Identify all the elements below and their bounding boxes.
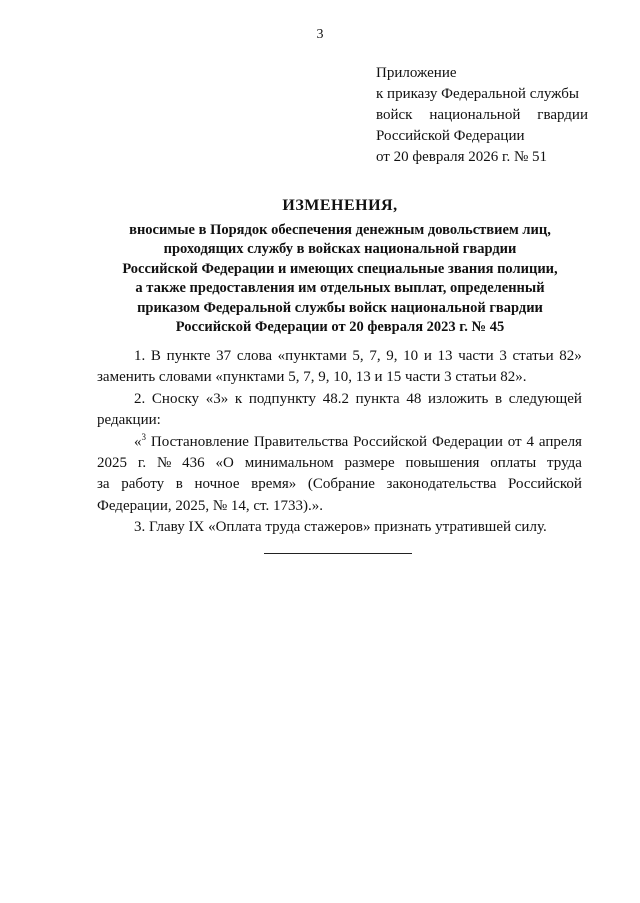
word: «пунктами [277,348,347,364]
word: Российской [508,476,582,493]
word: 48 [406,390,422,407]
document-subtitle-line: Российской Федерации и имеющих специальные звания полиции, [122,260,558,277]
word: работу [121,476,165,493]
word: за [97,476,110,493]
word: от [507,433,522,450]
word: и [423,348,432,364]
word: № [156,455,172,472]
word: 1. [134,348,146,364]
word: 436 [182,455,205,472]
word: 4 [526,433,535,450]
item-3: 3. Главу IX «Оплата труда стажеров» признать утратившей силу. [134,519,547,536]
word: апреля [538,433,582,450]
word: следующей [508,390,582,407]
word: в [494,390,503,407]
word: В [150,348,161,364]
word: размере [344,455,395,472]
word: пункте [166,348,211,364]
word: ночное [194,476,240,493]
appendix-date: от 20 февраля 2026 г. № 51 [376,149,548,165]
word: Постановление [150,433,249,450]
appendix-label: Приложение [376,65,457,81]
word: части [458,348,494,364]
word: «3» [205,390,229,407]
word: статьи [512,348,554,364]
word: Федерации [432,433,503,450]
item-1-line-1 [97,346,582,367]
quote-line-2 [97,453,582,474]
word: пункта [355,390,400,407]
word: 2025 [97,455,127,472]
word: 3 [499,348,507,364]
word: 7, [369,348,381,364]
word: к [234,390,243,407]
word: Правительства [253,433,349,450]
word: повышения [405,455,480,472]
word: 5, [352,348,364,364]
item-2-line-2: редакции: [97,412,161,429]
document-title: ИЗМЕНЕНИЯ, [282,197,398,214]
document-subtitle-line: приказом Федеральной службы войск национальной гвардии [137,299,543,316]
word: 82» [559,348,582,364]
document-subtitle-line: а также предоставления им отдельных выплат, определенный [135,280,545,297]
appendix-header [376,63,588,168]
document-subtitle-line: проходящих службу в войсках национальной гвардии [163,241,517,258]
word: законодательства [386,476,497,493]
word: 2. [134,390,146,407]
word: в [175,476,183,493]
word: гвардии [537,107,588,123]
word: время» [251,476,297,493]
appendix-agency [376,105,588,126]
word: войск [376,107,413,123]
word: 9, [386,348,398,364]
word: изложить [427,390,489,407]
footnote-marker: 3 [141,431,146,442]
word: оплаты [490,455,537,472]
quote-line-4: Федерации, 2025, № 14, ст. 1733).». [97,497,323,514]
word: Российской [353,433,428,450]
word: (Собрание [307,476,375,493]
word: г. [137,455,147,472]
item-2-line-1 [97,389,582,410]
word: национальной [429,107,521,123]
word: 10 [403,348,419,364]
item-1-line-2: заменить словами «пунктами 5, 7, 9, 10, 13 и 15 части 3 статьи 82». [97,369,527,386]
word: 37 [216,348,232,364]
word: труда [547,455,582,472]
word: Сноску [151,390,200,407]
document-subtitle-line: вносимые в Порядок обеспечения денежным довольствием лиц, [129,222,551,238]
quote-line-1 [97,432,582,453]
end-separator-line [264,553,412,554]
word: слова [236,348,272,364]
word: 13 [437,348,453,364]
document-heading [100,195,580,337]
word: 48.2 [322,390,349,407]
word: подпункту [248,390,317,407]
quote-opening [134,432,146,453]
document-body [97,346,582,539]
document-subtitle-line: Российской Федерации от 20 февраля 2023 г. № 45 [175,319,505,336]
word: «О [215,455,234,472]
appendix-country: Российской Федерации [376,128,525,144]
appendix-order-ref: к приказу Федеральной службы [376,86,580,102]
quote-open-mark: « [134,433,142,450]
page-number: 3 [316,27,324,42]
word: минимальном [244,455,334,472]
quote-line-3 [97,474,582,495]
